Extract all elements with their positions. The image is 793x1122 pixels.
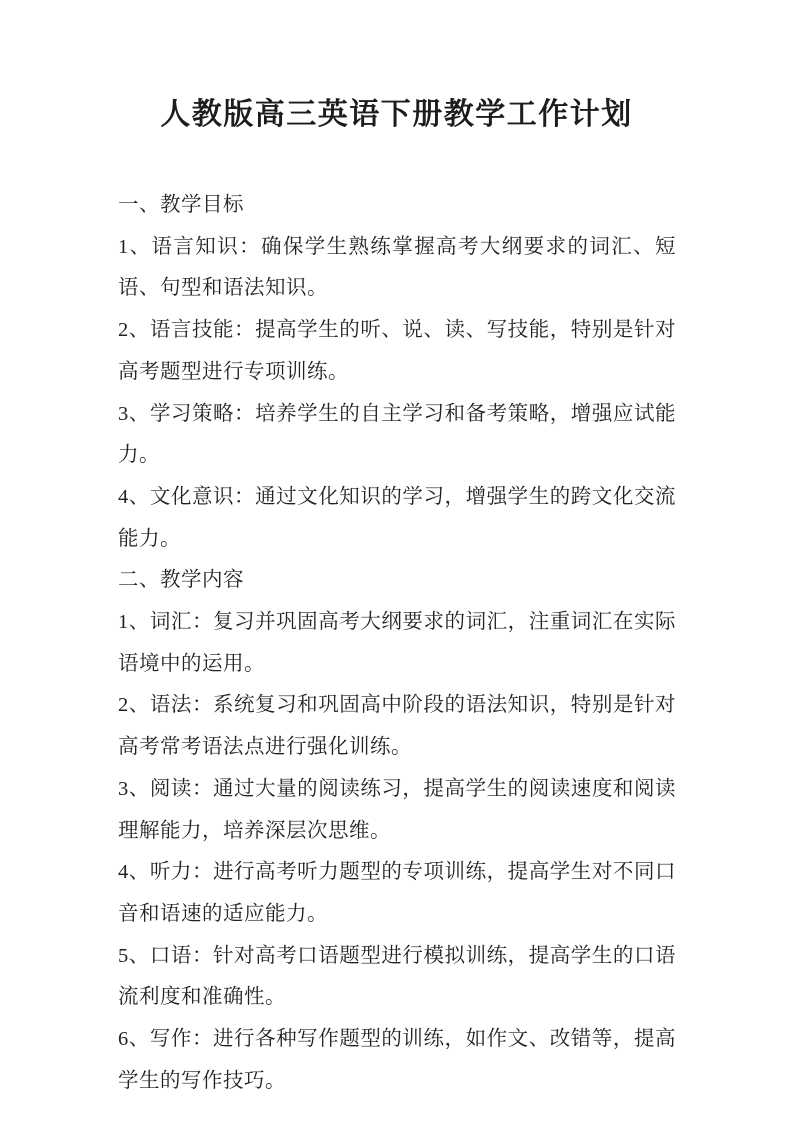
paragraph: 2、语言技能：提高学生的听、说、读、写技能，特别是针对高考题型进行专项训练。: [118, 319, 676, 383]
document-body: [118, 185, 676, 1102]
paragraph: 4、文化意识：通过文化知识的学习，增强学生的跨文化交流能力。: [118, 485, 676, 550]
paragraph: 二、教学内容: [118, 569, 244, 592]
paragraph: 4、听力：进行高考听力题型的专项训练，提高学生对不同口音和语速的适应能力。: [118, 861, 676, 925]
paragraph: 1、词汇：复习并巩固高考大纲要求的词汇，注重词汇在实际语境中的运用。: [118, 611, 676, 675]
paragraph: 3、阅读：通过大量的阅读练习，提高学生的阅读速度和阅读理解能力，培养深层次思维。: [118, 777, 676, 842]
paragraph: 6、写作：进行各种写作题型的训练，如作文、改错等，提高学生的写作技巧。: [118, 1028, 676, 1092]
paragraph: 3、学习策略：培养学生的自主学习和备考策略，增强应试能力。: [118, 402, 676, 467]
document-title: 人教版高三英语下册教学工作计划: [160, 98, 633, 131]
paragraph: 5、口语：针对高考口语题型进行模拟训练，提高学生的口语流利度和准确性。: [118, 944, 676, 1009]
paragraph: 2、语法：系统复习和巩固高中阶段的语法知识，特别是针对高考常考语法点进行强化训练。: [118, 694, 676, 759]
paragraph: 一、教学目标: [118, 194, 244, 216]
paragraph: 1、语言知识：确保学生熟练掌握高考大纲要求的词汇、短语、句型和语法知识。: [118, 235, 676, 300]
